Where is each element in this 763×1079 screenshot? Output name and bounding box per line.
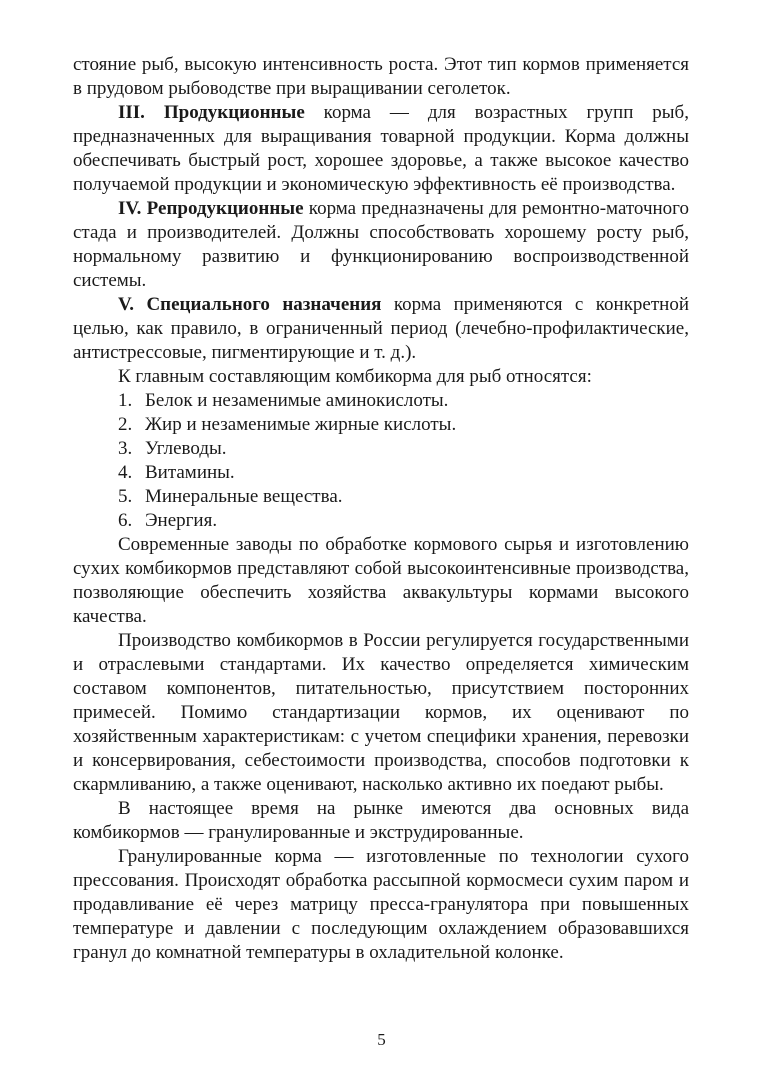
- list-text: Белок и незаменимые аминокислоты.: [145, 390, 449, 411]
- list-number: 5.: [118, 486, 133, 507]
- list-number: 6.: [118, 510, 133, 531]
- paragraph-text: Современные заводы по обработке кормового сырья и изготовлению сухих комбикормов представляют собой высокоинтенсивные производства, позволяющие обеспечить хозяйства аквакультуры кормами высокого качества.: [73, 534, 689, 627]
- term-label: V. Специального назначения: [118, 294, 382, 315]
- list-item: [73, 509, 689, 533]
- list-item: [73, 389, 689, 413]
- paragraph-text: корма применяются с конкретной целью, как правило, в ограниченный период (лечебно-профилактические, антистрессовые, пигментирующие и т. д.).: [73, 294, 689, 363]
- list-intro: [73, 365, 689, 389]
- paragraph-text: Гранулированные корма — изготовленные по технологии сухого прессования. Происходят обработка рассыпной кормосмеси сухим паром и продавливание её через матрицу пресса-гранулятора при повышенных температуре и давлении с последующим охлаждением образовавшихся гранул до комнатной температуры в охладительной колонке.: [73, 846, 689, 963]
- list-item: [73, 485, 689, 509]
- list-item: [73, 461, 689, 485]
- list-text: Минеральные вещества.: [145, 486, 343, 507]
- paragraph-text: В настоящее время на рынке имеются два основных вида комбикормов — гранулированные и экструдированные.: [73, 798, 689, 843]
- list-item: [73, 437, 689, 461]
- paragraph-modern-plants: [73, 533, 689, 629]
- page-number: 5: [377, 1030, 386, 1049]
- paragraph-reproduction-feeds: [73, 197, 689, 293]
- list-number: 4.: [118, 462, 133, 483]
- paragraph-production-feeds: [73, 101, 689, 197]
- components-list: [73, 389, 689, 533]
- paragraph-granulated-feeds: [73, 845, 689, 965]
- paragraph-text: Производство комбикормов в России регулируется государственными и отраслевыми стандартами. Их качество определяется химическим составом компонентов, питательностью, присутствием посторонних примесей. Помимо стандартизации кормов, их оценивают по хозяйственным характеристикам: с учетом специфики хранения, перевозки и консервирования, себестоимости производства, способов подготовки к скармливанию, а также оценивают, насколько активно их поедают рыбы.: [73, 630, 689, 795]
- list-item: [73, 413, 689, 437]
- paragraph-text: стояние рыб, высокую интенсивность роста. Этот тип кормов применяется в прудовом рыбоводстве при выращивании сеголеток.: [73, 54, 689, 99]
- paragraph-standards: [73, 629, 689, 797]
- list-text: Углеводы.: [145, 438, 227, 459]
- paragraph-text: корма предназначены для ремонтно-маточного стада и производителей. Должны способствовать хорошему росту рыб, нормальному развитию и функционированию воспроизводственной системы.: [73, 198, 689, 291]
- list-number: 3.: [118, 438, 133, 459]
- list-text: Энергия.: [145, 510, 218, 531]
- list-text: Жир и незаменимые жирные кислоты.: [145, 414, 457, 435]
- paragraph-special-feeds: [73, 293, 689, 365]
- paragraph-text: корма — для возрастных групп рыб, предназначенных для выращивания товарной продукции. Корма должны обеспечивать быстрый рост, хорошее здоровье, а также высокое качество получаемой продукции и экономическую эффективность её производства.: [73, 102, 689, 195]
- paragraph-feed-types: [73, 797, 689, 845]
- term-label: III. Продукционные: [118, 102, 305, 123]
- term-label: IV. Репродукционные: [118, 198, 304, 219]
- list-number: 2.: [118, 414, 133, 435]
- list-number: 1.: [118, 390, 133, 411]
- page-body: [73, 53, 689, 965]
- list-text: Витамины.: [145, 462, 235, 483]
- paragraph-continuation: [73, 53, 689, 101]
- paragraph-text: К главным составляющим комбикорма для рыб относятся:: [118, 366, 592, 387]
